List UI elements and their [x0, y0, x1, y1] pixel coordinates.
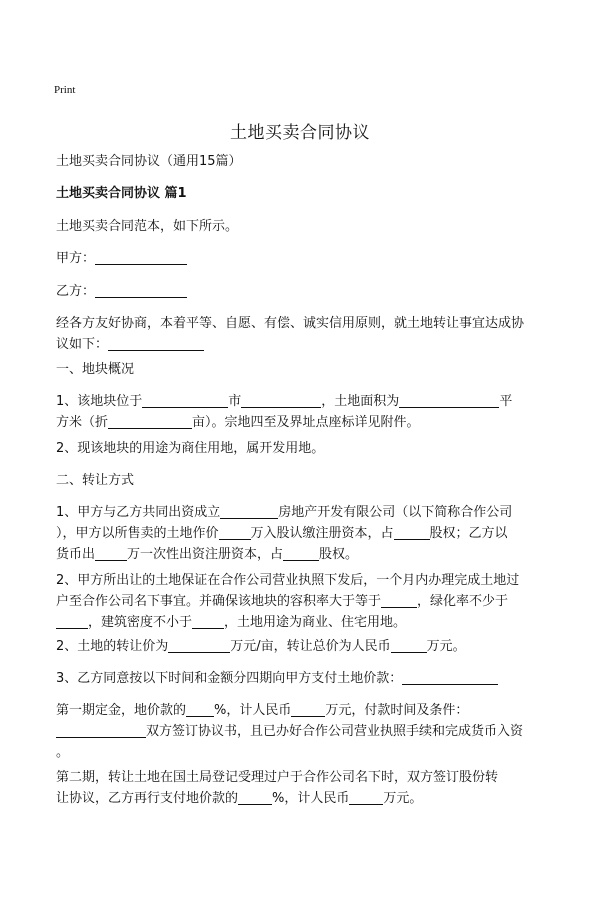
land-use-paragraph: 2、现该地块的用途为商住用地，属开发用地。: [56, 441, 325, 456]
invest-text-7: 万一次性出资注册资本，占: [127, 547, 284, 562]
phase2-text-1: 第二期，转让土地在国土局登记受理过户于合作公司名下时，双方签订股份转: [56, 770, 499, 785]
green-ratio-blank: [56, 614, 88, 629]
agreement-line-2: 议如下：: [56, 337, 109, 352]
invest-text-3: ），甲方以所售卖的土地作价: [56, 526, 219, 541]
party-b-line: [56, 281, 548, 302]
plot-text-ping: 平: [499, 394, 513, 409]
price-text-2: 万元/亩，转让总价为人民币: [230, 639, 391, 654]
price-per-mu-blank: [168, 638, 230, 653]
schedule-blank: [402, 670, 498, 685]
guarantee-text-5: ，土地用途为商业、住宅用地。: [224, 615, 407, 630]
plot-ratio-blank: [381, 593, 417, 608]
intro-paragraph: 土地买卖合同范本，如下所示。: [56, 219, 239, 234]
invest-text-2: 房地产开发有限公司（以下简称合作公司: [278, 505, 513, 520]
guarantee-text-1: 2、甲方所出让的土地保证在合作公司营业执照下发后，一个月内办理完成土地过: [56, 573, 520, 588]
plot-text-sqm: 方米（折: [56, 415, 109, 430]
party-a-label: 甲方：: [56, 251, 96, 266]
price-text-1: 2、土地的转让价为: [56, 639, 169, 654]
building-density-blank: [192, 614, 224, 629]
invest-text-6: 货币出: [56, 547, 96, 562]
company-name-blank: [220, 504, 278, 519]
agreement-line-1: 经各方友好协商，本着平等、自愿、有偿、诚实信用原则，就土地转让事宜达成协: [56, 316, 525, 331]
party-b-share-blank: [283, 546, 319, 561]
phase1-amount-blank: [291, 702, 325, 717]
section-heading: 土地买卖合同协议 篇1: [56, 186, 187, 201]
plot-text-location: 1、该地块位于: [56, 394, 143, 409]
document-subtitle: 土地买卖合同协议（通用15篇）: [56, 154, 242, 169]
transfer-guarantee-paragraph: [56, 570, 548, 633]
section-1-heading: 一、地块概况: [56, 362, 135, 377]
document-title: 土地买卖合同协议: [230, 123, 370, 143]
cash-amount-blank: [95, 546, 127, 561]
plot-city-blank: [241, 393, 321, 408]
phase1-text-1: 第一期定金，地价款的: [56, 703, 187, 718]
section-2-heading: 二、转让方式: [56, 473, 135, 488]
price-text-3: 万元。: [426, 639, 466, 654]
phase1-condition-blank: [56, 723, 146, 738]
phase2-text-4: 万元。: [383, 791, 423, 806]
phase2-text-2: 让协议，乙方再行支付地价款的: [56, 791, 239, 806]
transfer-price-paragraph: [56, 636, 548, 657]
payment-schedule-paragraph: [56, 668, 548, 689]
agreement-paragraph: [56, 313, 548, 355]
party-b-label: 乙方：: [56, 284, 96, 299]
guarantee-text-4: ，建筑密度不小于: [88, 615, 193, 630]
joint-investment-paragraph: [56, 502, 548, 565]
invest-text-1: 1、甲方与乙方共同出资成立: [56, 505, 221, 520]
phase-2-paragraph: [56, 767, 548, 809]
party-b-blank: [95, 283, 187, 298]
land-value-blank: [219, 525, 251, 540]
invest-text-5: 股权；乙方以: [429, 526, 508, 541]
party-a-line: [56, 248, 548, 269]
party-a-blank: [95, 250, 187, 265]
print-label[interactable]: Print: [54, 84, 76, 96]
invest-text-8: 股权。: [319, 547, 359, 562]
plot-location-blank: [142, 393, 228, 408]
total-price-blank: [391, 638, 427, 653]
phase1-text-4: 双方签订协议书，且已办好合作公司营业执照手续和完成货币入资: [146, 724, 524, 739]
agreement-blank: [108, 336, 204, 351]
plot-text-boundary: 亩）。宗地四至及界址点座标详见附件。: [192, 415, 420, 430]
plot-mu-blank: [108, 414, 192, 429]
guarantee-text-3: ，绿化率不少于: [417, 594, 509, 609]
phase2-text-3: %，计人民币: [272, 791, 350, 806]
plot-location-paragraph: [56, 391, 548, 433]
phase1-percent-blank: [186, 702, 214, 717]
phase1-text-5: 。: [56, 745, 70, 760]
phase2-percent-blank: [238, 790, 272, 805]
plot-text-area: ，土地面积为: [321, 394, 400, 409]
plot-area-blank: [399, 393, 499, 408]
phase-1-paragraph: [56, 700, 548, 763]
plot-text-city: 市: [228, 394, 242, 409]
phase1-text-3: 万元，付款时间及条件：: [325, 703, 469, 718]
party-a-share-blank: [394, 525, 430, 540]
guarantee-text-2: 户至合作公司名下事宜。并确保该地块的容积率大于等于: [56, 594, 382, 609]
phase2-amount-blank: [349, 790, 383, 805]
invest-text-4: 万入股认缴注册资本，占: [250, 526, 394, 541]
phase1-text-2: %，计人民币: [214, 703, 292, 718]
schedule-text: 3、乙方同意按以下时间和金额分四期向甲方支付土地价款：: [56, 671, 403, 686]
